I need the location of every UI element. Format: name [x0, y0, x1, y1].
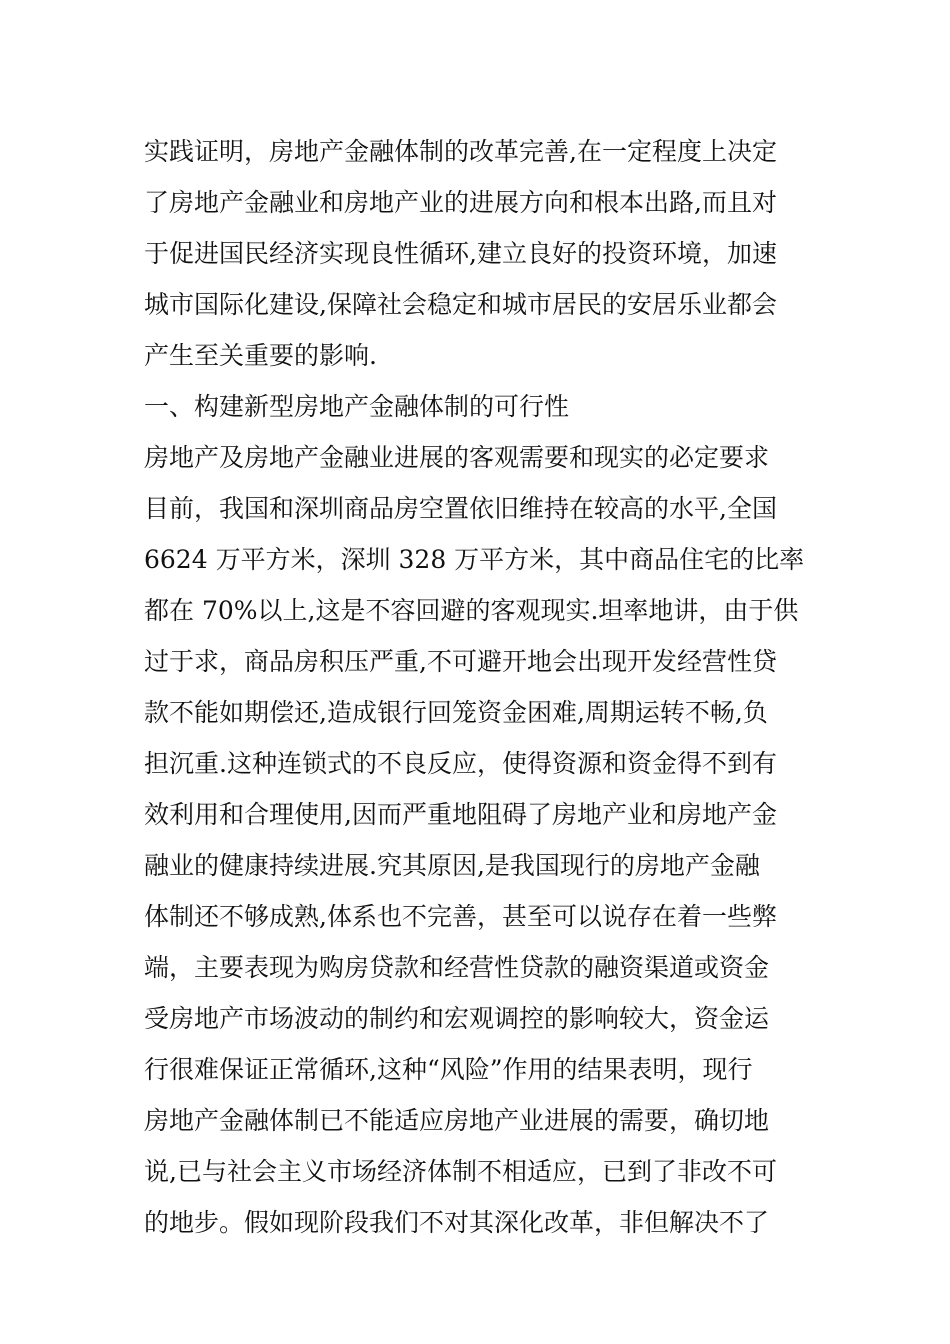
text-line: 房地产金融体制已不能适应房地产业进展的需要，确切地 — [144, 1106, 770, 1135]
body-text — [144, 126, 834, 1248]
text-line: 房地产及房地产金融业进展的客观需要和现实的必定要求 — [144, 443, 770, 472]
text-line: 端，主要表现为购房贷款和经营性贷款的融资渠道或资金 — [144, 953, 770, 982]
text-line: 体制还不够成熟,体系也不完善，甚至可以说存在着一些弊 — [144, 902, 777, 931]
text-line: 都在 70%以上,这是不容回避的客观现实.坦率地讲，由于供 — [144, 596, 799, 625]
text-line: 了房地产金融业和房地产业的进展方向和根本出路,而且对 — [144, 188, 777, 217]
text-line: 受房地产市场波动的制约和宏观调控的影响较大，资金运 — [144, 1004, 770, 1033]
text-line: 产生至关重要的影响. — [144, 341, 377, 370]
text-line: 款不能如期偿还,造成银行回笼资金困难,周期运转不畅,负 — [144, 698, 768, 727]
text-line: 的地步。假如现阶段我们不对其深化改革，非但解决不了 — [144, 1208, 770, 1237]
text-line: 6624 万平方米，深圳 328 万平方米，其中商品住宅的比率 — [144, 545, 805, 574]
text-line: 实践证明，房地产金融体制的改革完善,在一定程度上决定 — [144, 137, 777, 166]
text-line: 说,已与社会主义市场经济体制不相适应，已到了非改不可 — [144, 1157, 777, 1186]
text-line: 行很难保证正常循环,这种“风险”作用的结果表明，现行 — [144, 1055, 753, 1084]
text-line: 过于求，商品房积压严重,不可避开地会出现开发经营性贷 — [144, 647, 777, 676]
section-heading: 一、构建新型房地产金融体制的可行性 — [144, 392, 570, 421]
text-line: 担沉重.这种连锁式的不良反应，使得资源和资金得不到有 — [144, 749, 777, 778]
text-line: 目前，我国和深圳商品房空置依旧维持在较高的水平,全国 — [144, 494, 777, 523]
text-line: 城市国际化建设,保障社会稳定和城市居民的安居乐业都会 — [144, 290, 777, 319]
text-line: 融业的健康持续进展.究其原因,是我国现行的房地产金融 — [144, 851, 760, 880]
text-line: 效利用和合理使用,因而严重地阻碍了房地产业和房地产金 — [144, 800, 777, 829]
text-line: 于促进国民经济实现良性循环,建立良好的投资环境，加速 — [144, 239, 777, 268]
